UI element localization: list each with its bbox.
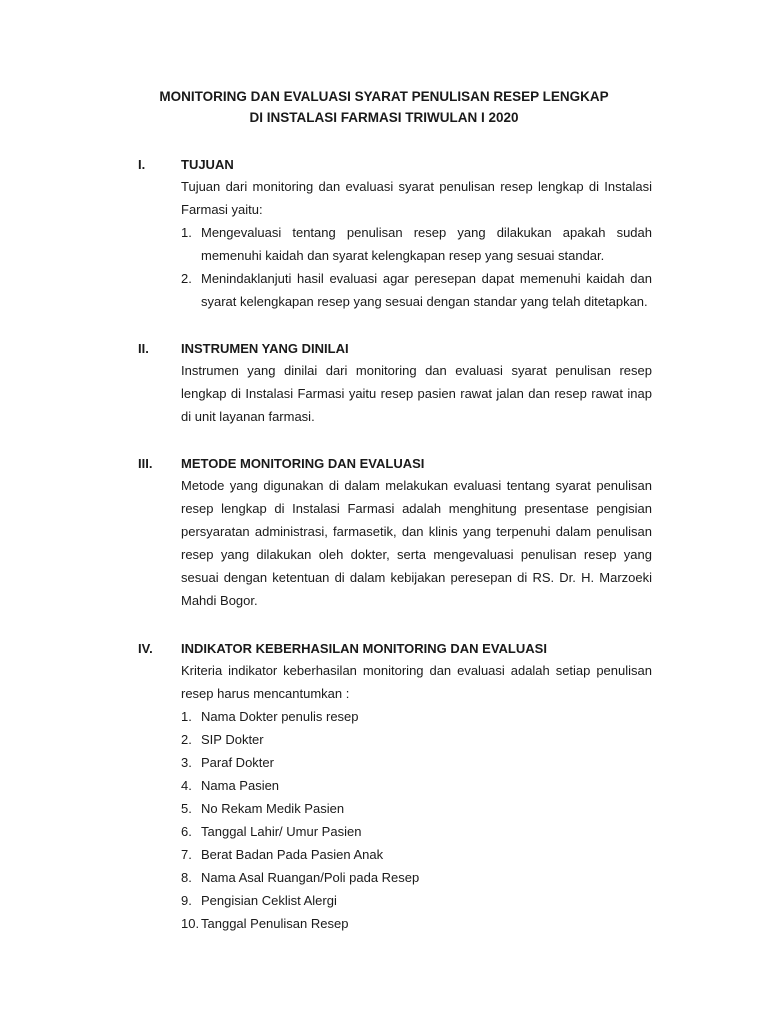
list-item-number: 4.: [181, 778, 192, 793]
list-item-text: Tanggal Lahir/ Umur Pasien: [201, 824, 362, 839]
list-item-number: 3.: [181, 755, 192, 770]
list-item-number: 6.: [181, 824, 192, 839]
section-heading: [138, 155, 652, 175]
section-number: II.: [138, 341, 149, 356]
list-item: [181, 267, 652, 313]
section-number: III.: [138, 456, 153, 471]
list-item: [181, 889, 652, 912]
list-item-number: 9.: [181, 893, 192, 908]
indicator-list: [181, 705, 652, 935]
list-item: [181, 912, 652, 935]
title-line-1: MONITORING DAN EVALUASI SYARAT PENULISAN RESEP LENGKAP: [159, 89, 609, 104]
list-item-text: Nama Dokter penulis resep: [201, 709, 359, 724]
section-body: [181, 659, 652, 935]
list-item-text: Mengevaluasi tentang penulisan resep yang dilakukan apakah sudah memenuhi kaidah dan syarat kelengkapan resep yang sesuai standar.: [201, 225, 652, 263]
section-body: [181, 175, 652, 313]
section-tujuan: [138, 155, 652, 313]
list-item-text: Nama Pasien: [201, 778, 280, 793]
section-title: METODE MONITORING DAN EVALUASI: [181, 456, 425, 471]
section-title: INDIKATOR KEBERHASILAN MONITORING DAN EVALUASI: [181, 641, 547, 656]
list-item-text: Pengisian Ceklist Alergi: [201, 893, 337, 908]
section-title: TUJUAN: [181, 157, 234, 172]
list-item: [181, 705, 652, 728]
list-item: [181, 728, 652, 751]
title-line-2: DI INSTALASI FARMASI TRIWULAN I 2020: [249, 110, 519, 125]
section-number: IV.: [138, 641, 153, 656]
list-item-number: 2.: [181, 732, 192, 747]
section-paragraph: Tujuan dari monitoring dan evaluasi syarat penulisan resep lengkap di Instalasi Farmasi yaitu:: [181, 179, 652, 217]
section-heading: [138, 454, 652, 474]
section-heading: [138, 339, 652, 359]
list-item-text: SIP Dokter: [201, 732, 264, 747]
section-body: [181, 359, 652, 428]
section-body: [181, 474, 652, 612]
section-heading: [138, 639, 652, 659]
section-title: INSTRUMEN YANG DINILAI: [181, 341, 349, 356]
list-item-number: 1.: [181, 709, 192, 724]
list-item: [181, 751, 652, 774]
document-title: [0, 86, 768, 128]
list-item-text: Nama Asal Ruangan/Poli pada Resep: [201, 870, 420, 885]
list-item: [181, 843, 652, 866]
section-paragraph: Metode yang digunakan di dalam melakukan evaluasi tentang syarat penulisan resep lengkap di Instalasi Farmasi adalah menghitung presentase pengisian persyaratan administrasi, farmasetik, dan klinis yang terpenuhi dalam penulisan resep yang dilakukan oleh dokter, serta mengevaluasi penulisan resep yang sesuai dengan ketentuan di dalam kebijakan peresepan di RS. Dr. H. Marzoeki Mahdi Bogor.: [181, 478, 652, 608]
section-indikator: [138, 639, 652, 935]
list-item-text: Berat Badan Pada Pasien Anak: [201, 847, 384, 862]
section-metode: [138, 454, 652, 612]
list-item-text: No Rekam Medik Pasien: [201, 801, 345, 816]
list-item-number: 5.: [181, 801, 192, 816]
list-item-text: Tanggal Penulisan Resep: [201, 916, 349, 931]
list-item-text: Paraf Dokter: [201, 755, 274, 770]
objective-list: [181, 221, 652, 313]
list-item: [181, 221, 652, 267]
list-item-number: 8.: [181, 870, 192, 885]
list-item: [181, 820, 652, 843]
list-item: [181, 866, 652, 889]
list-item-number: 1.: [181, 225, 192, 240]
section-paragraph: Instrumen yang dinilai dari monitoring dan evaluasi syarat penulisan resep lengkap di Instalasi Farmasi yaitu resep pasien rawat jalan dan resep rawat inap di unit layanan farmasi.: [181, 363, 652, 424]
list-item-number: 7.: [181, 847, 192, 862]
section-number: I.: [138, 157, 146, 172]
section-instrumen: [138, 339, 652, 428]
list-item-number: 2.: [181, 271, 192, 286]
list-item-number: 10.: [181, 916, 200, 931]
section-paragraph: Kriteria indikator keberhasilan monitoring dan evaluasi adalah setiap penulisan resep harus mencantumkan :: [181, 663, 652, 701]
list-item: [181, 774, 652, 797]
list-item: [181, 797, 652, 820]
list-item-text: Menindaklanjuti hasil evaluasi agar peresepan dapat memenuhi kaidah dan syarat kelengkapan resep yang sesuai dengan standar yang telah ditetapkan.: [201, 271, 652, 309]
